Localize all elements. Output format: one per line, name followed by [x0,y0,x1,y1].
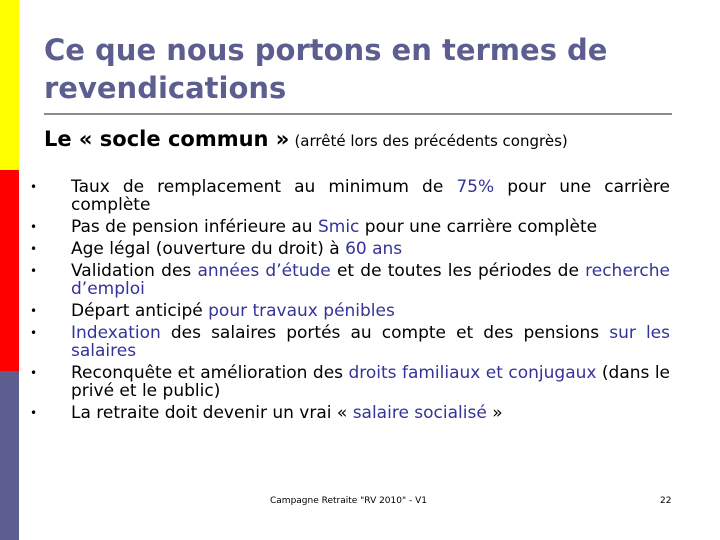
highlighted-text: recherche d’emploi [71,261,670,299]
highlighted-text: droits familiaux et conjugaux [348,363,597,383]
item-text: Départ anticipé [71,301,209,321]
bullet-icon: • [30,220,38,234]
item-text: Taux de remplacement au minimum de [71,177,457,197]
slide-subtitle [44,127,568,151]
highlighted-text: salaire socialisé [352,403,487,423]
accent-bar-red [0,170,19,371]
item-text: (dans le privé et le public) [71,363,671,401]
highlighted-text: pour travaux pénibles [208,301,395,321]
list-item [30,364,670,400]
item-text: et de toutes les périodes de [330,261,586,281]
demand-list [30,178,670,426]
item-text: pour une carrière complète [359,217,598,237]
item-text: Reconquête et amélioration des [71,363,349,383]
subtitle-note: (arrêté lors des précédents congrès) [294,132,568,150]
list-item [30,302,670,320]
item-text: Validation des [71,261,198,281]
page-number: 22 [660,496,672,506]
bullet-icon: • [30,180,38,194]
item-text: Age légal (ouverture du droit) à [71,239,346,259]
item-text: La retraite doit devenir un vrai « [71,403,353,423]
bullet-icon: • [30,264,38,278]
bullet-icon: • [30,304,38,318]
item-text: Pas de pension inférieure au [71,217,318,237]
list-item [30,404,670,422]
list-item [30,240,670,258]
slide-footer: Campagne Retraite "RV 2010" - V1 [270,496,427,506]
bullet-icon: • [30,326,38,340]
accent-bar-blue [0,371,19,540]
bullet-icon: • [30,406,38,420]
bullet-icon: • [30,366,38,380]
item-text: des salaires portés au compte et des pensions [160,323,610,343]
list-item [30,178,670,214]
item-text: pour une carrière complète [71,177,670,215]
item-text: » [486,403,503,423]
list-item [30,218,670,236]
list-item [30,324,670,360]
highlighted-text: Indexation [71,323,161,343]
highlighted-text: 75% [456,177,495,197]
highlighted-text: 60 ans [345,239,403,259]
subtitle-main: Le « socle commun » [44,127,290,151]
slide-title: Ce que nous portons en termes de revendications [44,33,608,105]
accent-bar-yellow [0,0,19,170]
bullet-icon: • [30,242,38,256]
highlighted-text: Smic [317,217,360,237]
title-divider [44,113,672,115]
highlighted-text: sur les salaires [71,323,670,361]
highlighted-text: années d’étude [197,261,331,281]
list-item [30,262,670,298]
